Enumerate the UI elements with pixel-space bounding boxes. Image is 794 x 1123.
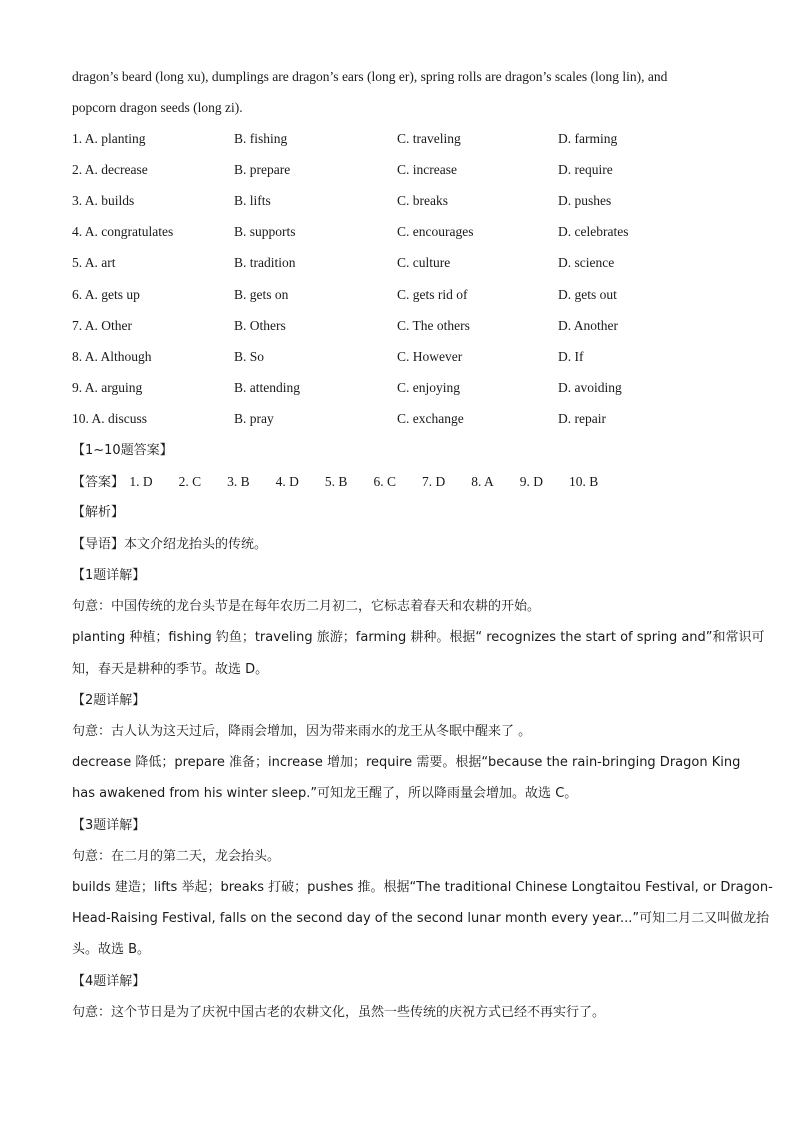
question-number: 10. A. (72, 411, 105, 426)
question-number: 3. A. (72, 193, 98, 208)
question-row-7-option-d: D. Another (558, 318, 618, 333)
analysis-label: 【解析】 (72, 505, 125, 520)
question-row-4-option-b: B. supports (234, 224, 296, 239)
detail-line: 句意：中国传统的龙台头节是在每年农历二月初二，它标志着春天和农耕的开始。 (72, 599, 541, 614)
detail-title-4: 【4题详解】 (72, 974, 146, 989)
question-row-10-option-a (72, 410, 147, 428)
question-row-3-option-c: C. breaks (397, 193, 448, 208)
question-row-1-option-c: C. traveling (397, 131, 461, 146)
question-row-8-option-b: B. So (234, 349, 265, 364)
question-row-5-option-a (72, 254, 116, 272)
detail-title-1: 【1题详解】 (72, 568, 146, 583)
detail-line: has awakened from his winter sleep.”可知龙王醒了，所以降雨量会增加。故选 C。 (72, 786, 578, 801)
question-row-2-option-b: B. prepare (234, 162, 291, 177)
question-row-8-option-d: D. If (558, 349, 584, 364)
question-number: 6. A. (72, 287, 98, 302)
question-row-6-option-b: B. gets on (234, 287, 289, 302)
question-number: 4. A. (72, 224, 98, 239)
question-row-3-option-a (72, 192, 134, 210)
answer-item: 10. B (568, 474, 599, 489)
question-row-10-option-b: B. pray (234, 411, 274, 426)
intro-line-2: popcorn dragon seeds (long zi). (72, 100, 243, 115)
question-row-7-option-a (72, 317, 132, 335)
option-a-text: decrease (101, 162, 148, 177)
question-row-2-option-c: C. increase (397, 162, 457, 177)
question-row-10-option-c: C. exchange (397, 411, 464, 426)
detail-line: planting 种植；fishing 钓鱼；traveling 旅游；farming 耕种。根据“ recognizes the start of spring and”和常识可 (72, 630, 765, 645)
detail-title-3: 【3题详解】 (72, 818, 146, 833)
guide-text: 【导语】本文介绍龙抬头的传统。 (72, 537, 268, 552)
question-number: 2. A. (72, 162, 98, 177)
detail-line: Head-Raising Festival, falls on the second day of the second lunar month every year...”可知二月二又叫做龙抬 (72, 911, 770, 926)
option-a-text: builds (101, 193, 135, 208)
question-row-9-option-a (72, 379, 142, 397)
option-a-text: arguing (101, 380, 143, 395)
question-row-4-option-a (72, 223, 173, 241)
question-row-1-option-b: B. fishing (234, 131, 288, 146)
question-row-6-option-d: D. gets out (558, 287, 617, 302)
answer-list (127, 473, 598, 491)
option-a-text: Other (101, 318, 133, 333)
option-a-text: art (101, 255, 116, 270)
answer-item: 5. B (324, 474, 348, 489)
detail-line: decrease 降低；prepare 准备；increase 增加；require 需要。根据“because the rain-bringing Dragon King (72, 755, 741, 770)
option-a-text: discuss (108, 411, 148, 426)
question-row-1-option-d: D. farming (558, 131, 618, 146)
answer-item: 2. C (178, 474, 202, 489)
question-row-8-option-c: C. However (397, 349, 463, 364)
question-row-6-option-a (72, 286, 140, 304)
question-number: 8. A. (72, 349, 98, 364)
question-row-6-option-c: C. gets rid of (397, 287, 468, 302)
question-number: 9. A. (72, 380, 98, 395)
intro-line-1: dragon’s beard (long xu), dumplings are dragon’s ears (long er), spring rolls are dragon’s scales (long lin), and (72, 69, 668, 84)
answer-label: 【答案】 (72, 475, 125, 490)
option-a-text: congratulates (101, 224, 174, 239)
answer-header: 【1~10题答案】 (72, 443, 173, 458)
question-row-2-option-a (72, 161, 148, 179)
question-row-7-option-b: B. Others (234, 318, 286, 333)
question-number: 5. A. (72, 255, 98, 270)
detail-line: 知，春天是耕种的季节。故选 D。 (72, 662, 269, 677)
answer-item: 7. D (421, 474, 446, 489)
question-row-5-option-d: D. science (558, 255, 615, 270)
question-row-9-option-d: D. avoiding (558, 380, 622, 395)
question-row-1-option-a (72, 130, 146, 148)
answer-item: 1. D (129, 474, 153, 489)
question-row-10-option-d: D. repair (558, 411, 606, 426)
answer-item: 3. B (227, 474, 250, 489)
detail-line: 句意：在二月的第二天，龙会抬头。 (72, 849, 281, 864)
answer-item: 9. D (519, 474, 543, 489)
answer-line (72, 473, 598, 492)
detail-line: builds 建造；lifts 举起；breaks 打破；pushes 推。根据“The traditional Chinese Longtaitou Festival, or Dragon- (72, 880, 773, 895)
question-number: 1. A. (72, 131, 98, 146)
option-a-text: gets up (101, 287, 140, 302)
detail-line: 句意：这个节日是为了庆祝中国古老的农耕文化，虽然一些传统的庆祝方式已经不再实行了。 (72, 1005, 606, 1020)
question-row-3-option-b: B. lifts (234, 193, 271, 208)
detail-title-2: 【2题详解】 (72, 693, 146, 708)
detail-line: 句意：古人认为这天过后，降雨会增加，因为带来雨水的龙王从冬眠中醒来了 。 (72, 724, 532, 739)
question-number: 7. A. (72, 318, 98, 333)
detail-line: 头。故选 B。 (72, 942, 151, 957)
option-a-text: Although (100, 349, 152, 364)
option-a-text: planting (101, 131, 146, 146)
answer-item: 4. D (275, 474, 299, 489)
question-row-9-option-c: C. enjoying (397, 380, 460, 395)
question-row-5-option-c: C. culture (397, 255, 451, 270)
question-row-4-option-d: D. celebrates (558, 224, 629, 239)
question-row-3-option-d: D. pushes (558, 193, 612, 208)
question-row-8-option-a (72, 348, 152, 366)
question-row-7-option-c: C. The others (397, 318, 470, 333)
question-row-4-option-c: C. encourages (397, 224, 474, 239)
question-row-5-option-b: B. tradition (234, 255, 296, 270)
answer-item: 8. A (471, 474, 494, 489)
question-row-2-option-d: D. require (558, 162, 613, 177)
answer-item: 6. C (373, 474, 396, 489)
question-row-9-option-b: B. attending (234, 380, 300, 395)
